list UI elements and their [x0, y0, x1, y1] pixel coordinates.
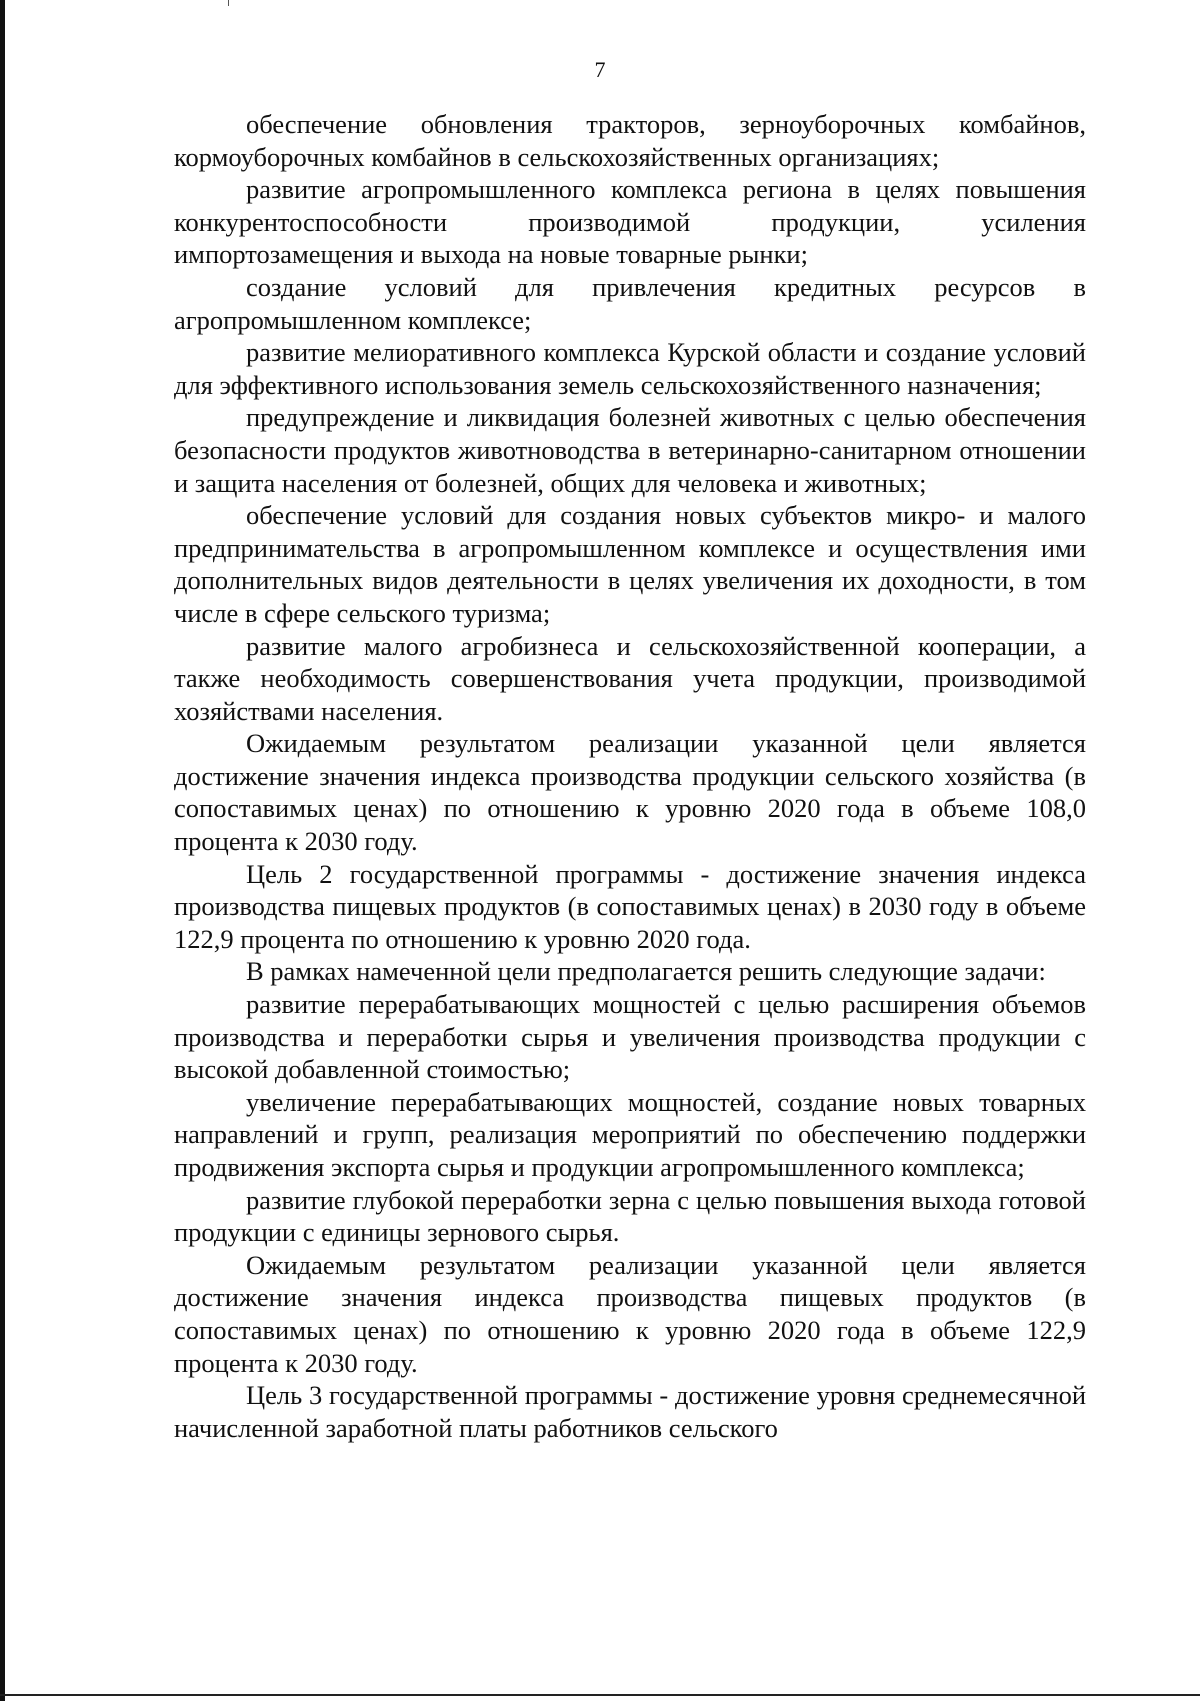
paragraph: развитие перерабатывающих мощностей с целью расширения объемов производства и переработки сырья и увеличения производства продукции с высокой добавленной стоимостью;: [174, 989, 1086, 1085]
paragraph: развитие мелиоративного комплекса Курской области и создание условий для эффективного использования земель сельскохозяйственного назначения;: [174, 337, 1086, 400]
paragraph: развитие малого агробизнеса и сельскохозяйственной кооперации, а также необходимость совершенствования учета продукции, производимой хозяйствами населения.: [174, 630, 1086, 726]
paragraph: увеличение перерабатывающих мощностей, создание новых товарных направлений и групп, реализация мероприятий по обеспечению поддержки продвижения экспорта сырья и продукции агропромышленного комплекса;: [174, 1086, 1086, 1182]
paragraph: развитие глубокой переработки зерна с целью повышения выхода готовой продукции с единицы зернового сырья.: [174, 1184, 1086, 1248]
paragraph: Ожидаемым результатом реализации указанной цели является достижение значения индекса производства пищевых продуктов (в сопоставимых ценах) по отношению к уровню 2020 года в объеме 122,9 процента к 2030 году.: [174, 1249, 1086, 1378]
scan-edge-mark: [228, 0, 229, 6]
scan-edge-bottom: [0, 1694, 1200, 1696]
paragraph: Цель 3 государственной программы - достижение уровня среднемесячной начисленной заработной платы работников сельского: [174, 1380, 1086, 1443]
paragraph: Цель 2 государственной программы - достижение значения индекса производства пищевых продуктов (в сопоставимых ценах) в 2030 году в объеме 122,9 процента по отношению к уровню 2020 года.: [174, 858, 1086, 954]
page-number: 7: [594, 57, 606, 82]
document-body: [174, 108, 1086, 1444]
paragraph: В рамках намеченной цели предполагается решить следующие задачи:: [246, 956, 1046, 987]
paragraph: обеспечение условий для создания новых субъектов микро- и малого предпринимательства в агропромышленном комплексе и осуществления ими дополнительных видов деятельности в целях увеличения их доходности, в том числе в сфере сельского туризма;: [174, 500, 1086, 628]
paragraph: Ожидаемым результатом реализации указанной цели является достижение значения индекса производства продукции сельского хозяйства (в сопоставимых ценах) по отношению к уровню 2020 года в объеме 108,0 процента к 2030 году.: [174, 728, 1086, 857]
paragraph: предупреждение и ликвидация болезней животных с целью обеспечения безопасности продуктов животноводства в ветеринарно-санитарном отношении и защита населения от болезней, общих для человека и животных;: [174, 402, 1086, 498]
scan-edge-left: [0, 0, 5, 1701]
paragraph: создание условий для привлечения кредитных ресурсов в агропромышленном комплексе;: [174, 271, 1086, 335]
paragraph: развитие агропромышленного комплекса региона в целях повышения конкурентоспособности производимой продукции, усиления импортозамещения и выхода на новые товарные рынки;: [174, 174, 1086, 270]
paragraph: обеспечение обновления тракторов, зерноуборочных комбайнов, кормоуборочных комбайнов в сельскохозяйственных организациях;: [174, 109, 1086, 172]
